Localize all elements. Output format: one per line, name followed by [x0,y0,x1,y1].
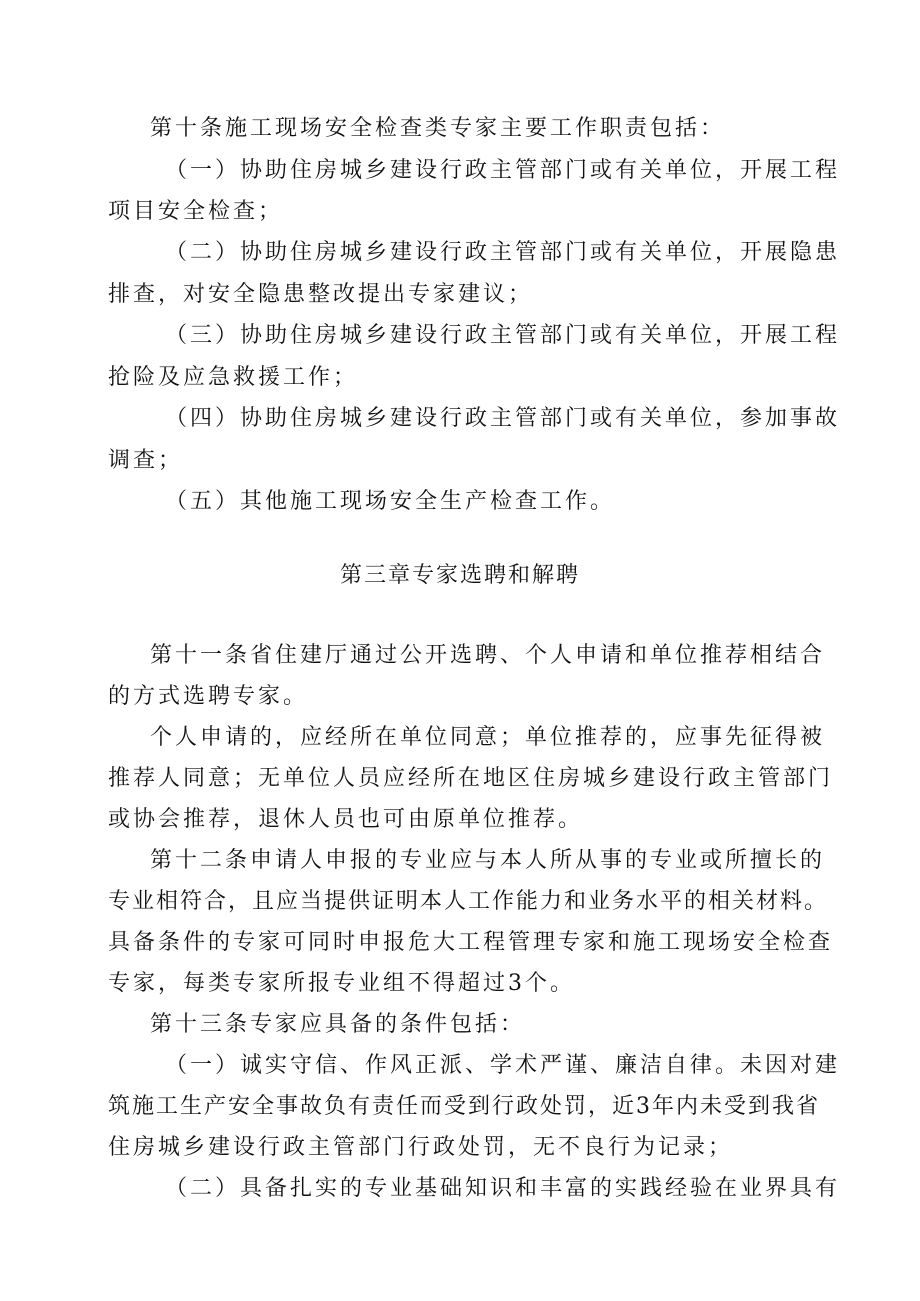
article-13-item-1-line-1: （一）诚实守信、作风正派、学术严谨、廉洁自律。未因对建 [165,1053,841,1078]
article-10-item-1-line-2: 项目安全检查； [108,199,284,224]
article-12-line-3: 具备条件的专家可同时申报危大工程管理专家和施工现场安全检查 [108,930,834,955]
article-12-line-1: 第十二条申请人申报的专业应与本人所从事的专业或所擅长的 [150,848,826,873]
article-13-title: 第十三条专家应具备的条件包括： [150,1012,526,1037]
article-10-item-4-line-2: 调查； [108,448,184,473]
article-10-title: 第十条施工现场安全检查类专家主要工作职责包括： [150,116,726,141]
article-10-item-3-line-1: （三）协助住房城乡建设行政主管部门或有关单位，开展工程 [165,323,841,348]
article-10-item-2-line-1: （二）协助住房城乡建设行政主管部门或有关单位，开展隐患 [165,240,841,265]
article-13-item-2-line-1: （二）具备扎实的专业基础知识和丰富的实践经验在业界具有 [165,1176,841,1201]
article-12-line-2: 专业相符合，且应当提供证明本人工作能力和业务水平的相关材料。 [108,889,829,914]
chapter-3-heading: 第三章专家选聘和解聘 [339,563,580,588]
article-13-item-1-line-2: 筑施工生产安全事故负有责任而受到行政处罚，近3年内未受到我省 [108,1094,820,1119]
article-10-item-4-line-1: （四）协助住房城乡建设行政主管部门或有关单位，参加事故 [165,406,841,431]
article-11-line-2: 的方式选聘专家。 [108,684,309,709]
article-10-item-1-line-1: （一）协助住房城乡建设行政主管部门或有关单位，开展工程 [165,158,841,183]
application-paragraph-line-2: 推荐人同意；无单位人员应经所在地区住房城乡建设行政主管部门 [108,766,834,791]
article-11-line-1: 第十一条省住建厅通过公开选聘、个人申请和单位推荐相结合 [150,643,826,668]
article-13-item-1-line-3: 住房城乡建设行政主管部门行政处罚，无不良行为记录； [108,1135,734,1160]
article-12-line-4: 专家，每类专家所报专业组不得超过3个。 [108,971,575,996]
article-10-item-3-line-2: 抢险及应急救援工作； [108,365,359,390]
article-10-item-2-line-2: 排查，对安全隐患整改提出专家建议； [108,282,534,307]
article-10-item-5: （五）其他施工现场安全生产检查工作。 [165,489,616,514]
application-paragraph-line-1: 个人申请的，应经所在单位同意；单位推荐的，应事先征得被 [150,725,826,750]
application-paragraph-line-3: 或协会推荐，退休人员也可由原单位推荐。 [108,807,584,832]
